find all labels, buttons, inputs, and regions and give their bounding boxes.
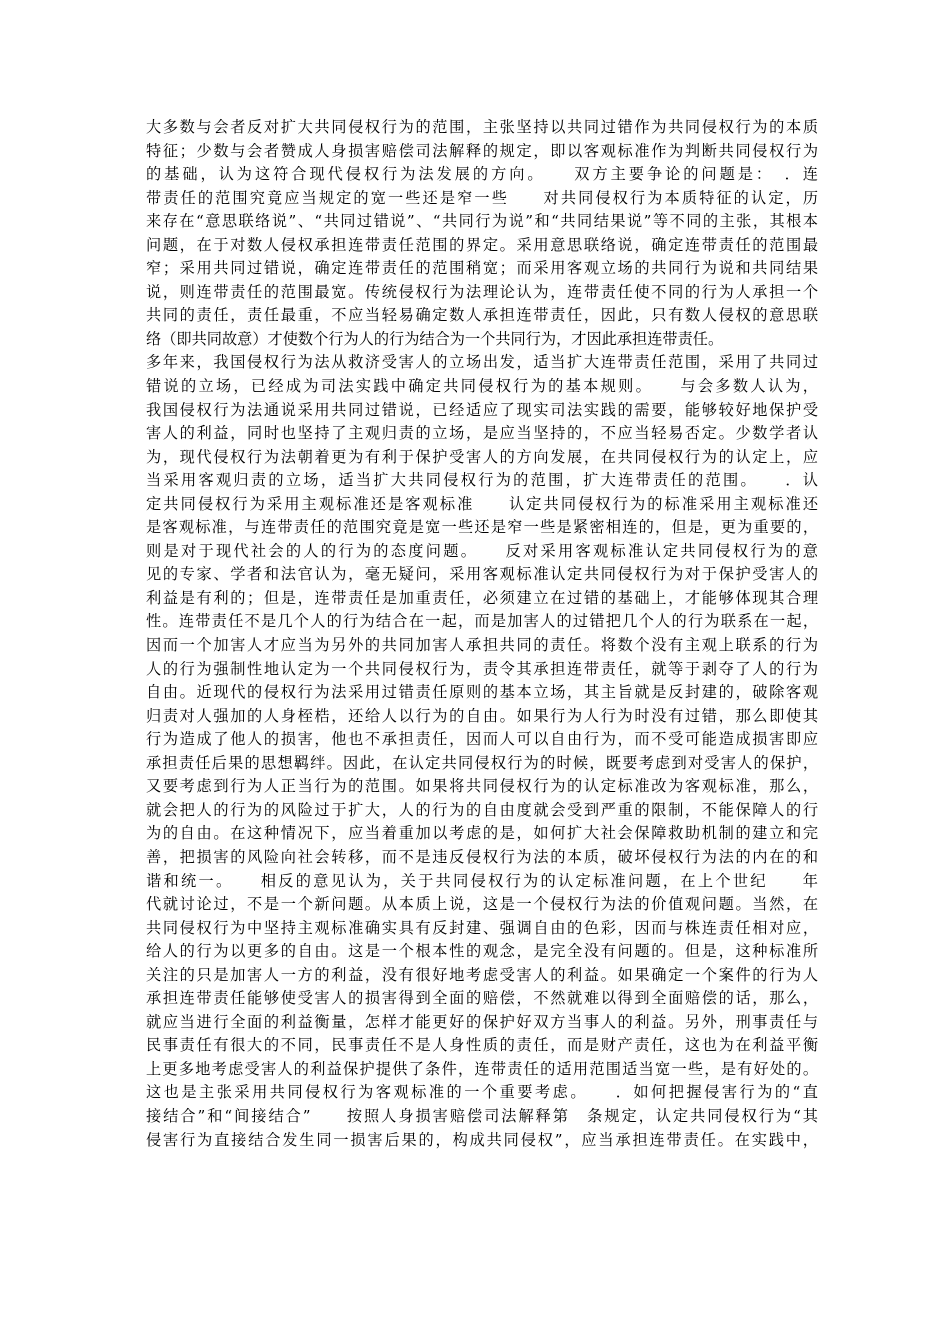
- text-line: 利益是有利的；但是，连带责任是加重责任，必须建立在过错的基础上，才能够体现其合理: [146, 588, 818, 607]
- text-line: 接结合”和“间接结合” 按照人身损害赔偿司法解释第 条规定，认定共同侵权行为“其: [146, 1106, 818, 1125]
- text-line: 性。连带责任不是几个人的行为结合在一起，而是加害人的过错把几个人的行为联系在一起，: [146, 612, 818, 631]
- text-line: 窄；采用共同过错说，确定连带责任的范围稍宽；而采用客观立场的共同行为说和共同结果: [146, 259, 818, 278]
- text-line: 问题，在于对数人侵权承担连带责任范围的界定。采用意思联络说，确定连带责任的范围最: [146, 235, 818, 254]
- text-line: 来存在“意思联络说”、“共同过错说”、“共同行为说”和“共同结果说”等不同的主张，其根本: [146, 212, 818, 231]
- body-text: [146, 116, 818, 1152]
- text-line: 代就讨论过，不是一个新问题。从本质上说，这是一个侵权行为法的价值观问题。当然，在: [146, 895, 818, 914]
- text-line: 错说的立场，已经成为司法实践中确定共同侵权行为的基本规则。 与会多数人认为，: [146, 377, 818, 396]
- text-line: 这也是主张采用共同侵权行为客观标准的一个重要考虑。 ．如何把握侵害行为的“直: [146, 1083, 818, 1102]
- text-line: 承担责任后果的思想羁绊。因此，在认定共同侵权行为的时候，既要考虑到对受害人的保护，: [146, 753, 818, 772]
- text-line: 上更多地考虑受害人的利益保护提供了条件，连带责任的适用范围适当宽一些，是有好处的。: [146, 1059, 818, 1078]
- text-line: 因而一个加害人才应当为另外的共同加害人承担共同的责任。将数个没有主观上联系的行为: [146, 636, 818, 655]
- text-line: 就应当进行全面的利益衡量，怎样才能更好的保护好双方当事人的利益。另外，刑事责任与: [146, 1012, 818, 1031]
- text-line: 侵害行为直接结合发生同一损害后果的，构成共同侵权”，应当承担连带责任。在实践中，: [146, 1130, 818, 1149]
- text-line: 定共同侵权行为采用主观标准还是客观标准 认定共同侵权行为的标准采用主观标准还: [146, 494, 818, 513]
- text-line: 见的专家、学者和法官认为，毫无疑问，采用客观标准认定共同侵权行为对于保护受害人的: [146, 565, 818, 584]
- text-line: 络（即共同故意）才使数个行为人的行为结合为一个共同行为，才因此承担连带责任。: [146, 329, 724, 348]
- text-line: 就会把人的行为的风险过于扩大，人的行为的自由度就会受到严重的限制，不能保障人的行: [146, 800, 818, 819]
- text-line: 当采用客观归责的立场，适当扩大共同侵权行为的范围，扩大连带责任的范围。 ．认: [146, 471, 818, 490]
- text-line: 归责对人强加的人身桎梏，还给人以行为的自由。如果行为人行为时没有过错，那么即使其: [146, 706, 818, 725]
- text-line: 害人的利益，同时也坚持了主观归责的立场，是应当坚持的，不应当轻易否定。少数学者认: [146, 424, 818, 443]
- text-line: 特征；少数与会者赞成人身损害赔偿司法解释的规定，即以客观标准作为判断共同侵权行为: [146, 141, 818, 160]
- text-line: 共同的责任，责任最重，不应当轻易确定数人承担连带责任，因此，只有数人侵权的意思联: [146, 306, 818, 325]
- text-line: 谐和统一。 相反的意见认为，关于共同侵权行为的认定标准问题，在上个世纪 年: [146, 871, 818, 890]
- text-line: 是客观标准，与连带责任的范围究竟是宽一些还是窄一些是紧密相连的，但是，更为重要的，: [146, 518, 818, 537]
- text-line: 自由。近现代的侵权行为法采用过错责任原则的基本立场，其主旨就是反封建的，破除客观: [146, 683, 818, 702]
- text-line: 多年来，我国侵权行为法从救济受害人的立场出发，适当扩大连带责任范围，采用了共同过: [146, 353, 818, 372]
- text-line: 我国侵权行为法通说采用共同过错说，已经适应了现实司法实践的需要，能够较好地保护受: [146, 400, 818, 419]
- text-line: 善，把损害的风险向社会转移，而不是违反侵权行为法的本质，破坏侵权行为法的内在的和: [146, 847, 818, 866]
- text-line: 为，现代侵权行为法朝着更为有利于保护受害人的方向发展，在共同侵权行为的认定上，应: [146, 447, 818, 466]
- text-line: 的基础，认为这符合现代侵权行为法发展的方向。 双方主要争论的问题是： ．连: [146, 165, 818, 184]
- text-line: 共同侵权行为中坚持主观标准确实具有反封建、强调自由的色彩，因而与株连责任相对应，: [146, 918, 818, 937]
- text-line: 说，则连带责任的范围最宽。传统侵权行为法理论认为，连带责任使不同的行为人承担一个: [146, 282, 818, 301]
- text-line: 行为造成了他人的损害，他也不承担责任，因而人可以自由行为，而不受可能造成损害即应: [146, 730, 818, 749]
- text-line: 人的行为强制性地认定为一个共同侵权行为，责令其承担连带责任，就等于剥夺了人的行为: [146, 659, 818, 678]
- text-line: 带责任的范围究竟应当规定的宽一些还是窄一些 对共同侵权行为本质特征的认定，历: [146, 188, 818, 207]
- text-line: 大多数与会者反对扩大共同侵权行为的范围，主张坚持以共同过错作为共同侵权行为的本质: [146, 118, 818, 136]
- text-line: 承担连带责任能够使受害人的损害得到全面的赔偿，不然就难以得到全面赔偿的话，那么，: [146, 989, 818, 1008]
- text-line: 为的自由。在这种情况下，应当着重加以考虑的是，如何扩大社会保障救助机制的建立和完: [146, 824, 818, 843]
- text-line: 则是对于现代社会的人的行为的态度问题。 反对采用客观标准认定共同侵权行为的意: [146, 541, 818, 560]
- text-line: 又要考虑到行为人正当行为的范围。如果将共同侵权行为的认定标准改为客观标准，那么，: [146, 777, 818, 796]
- text-line: 给人的行为以更多的自由。这是一个根本性的观念，是完全没有问题的。但是，这种标准所: [146, 942, 818, 961]
- text-line: 民事责任有很大的不同，民事责任不是人身性质的责任，而是财产责任，这也为在利益平衡: [146, 1036, 818, 1055]
- text-line: 关注的只是加害人一方的利益，没有很好地考虑受害人的利益。如果确定一个案件的行为人: [146, 965, 818, 984]
